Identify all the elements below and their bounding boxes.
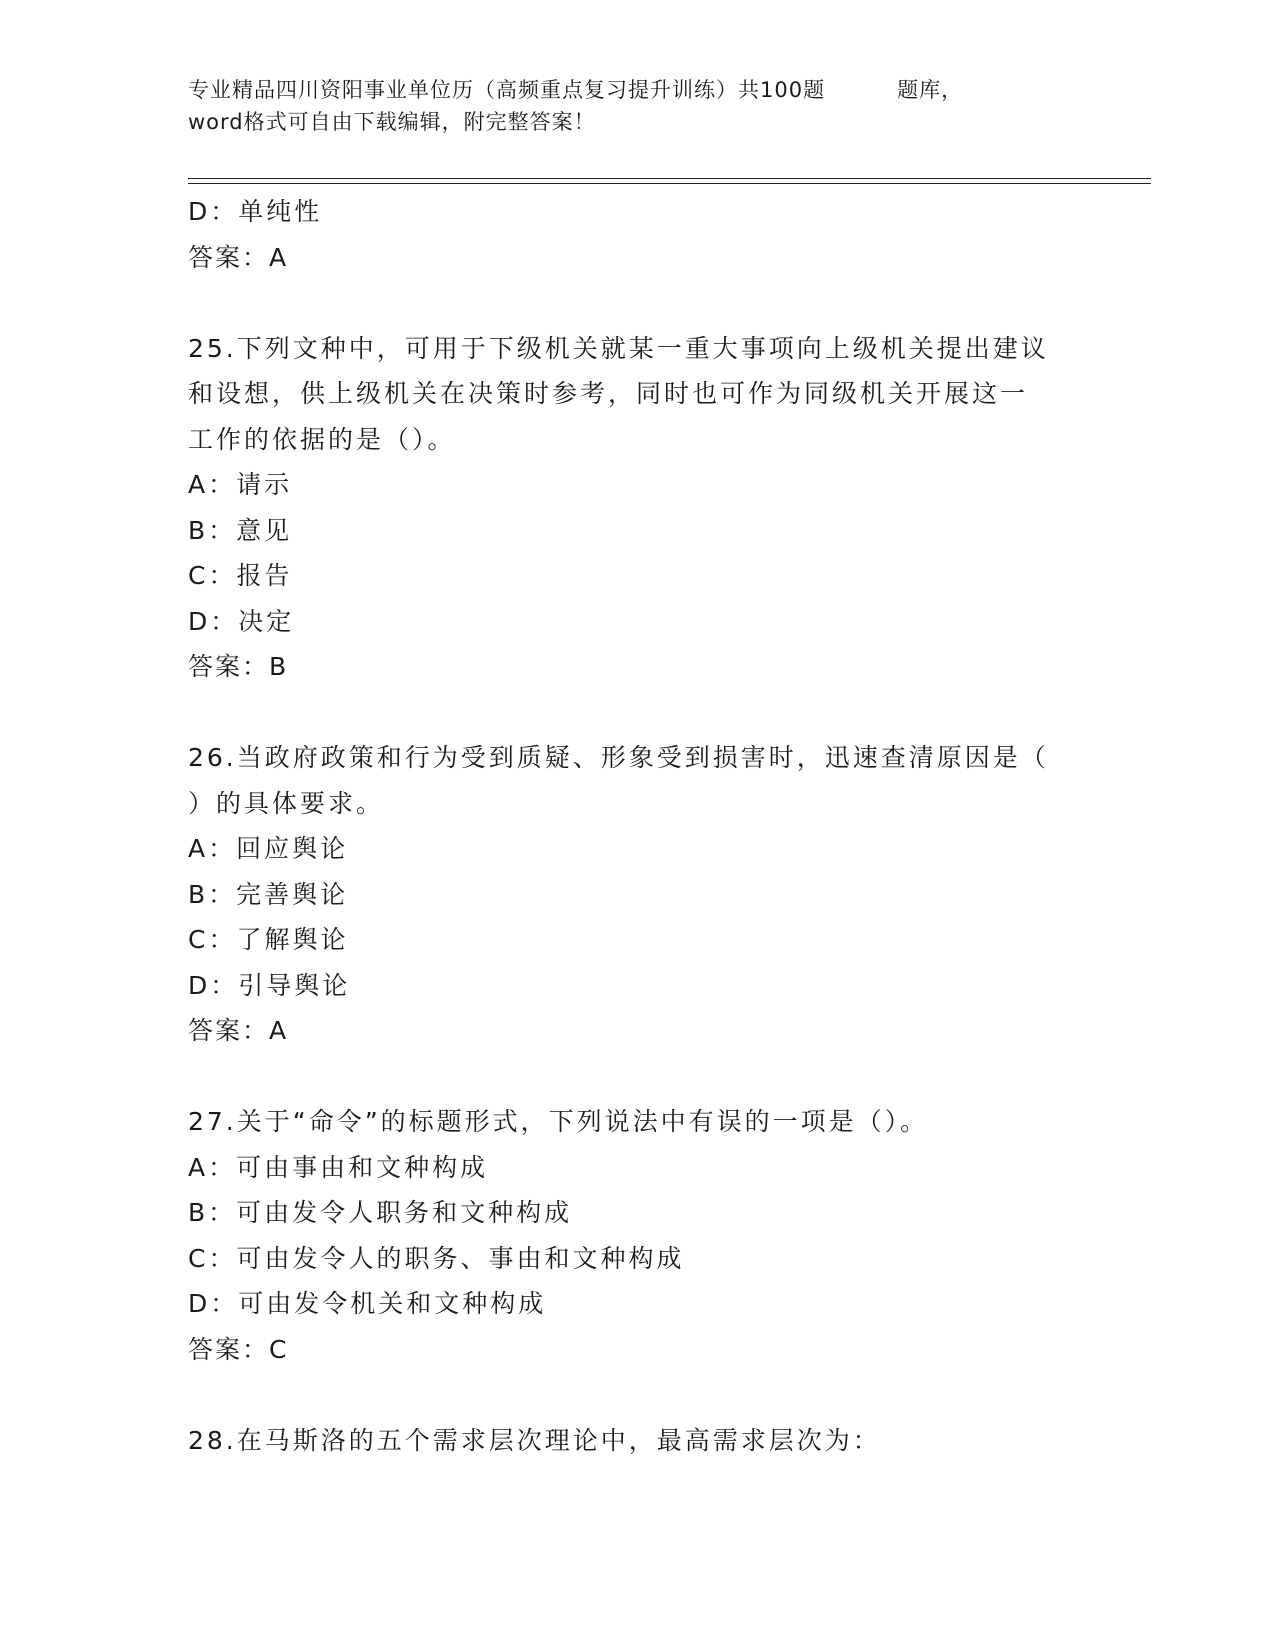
option-a: A：回应舆论 [188, 834, 349, 863]
question-stem: 工作的依据的是（）。 [188, 424, 456, 454]
question-list [188, 189, 1088, 1463]
header-title-suffix: 题库， [897, 78, 964, 102]
header-title: 专业精品四川资阳事业单位历（高频重点复习提升训练）共100题 [188, 78, 826, 102]
option-a: A：可由事由和文种构成 [188, 1152, 489, 1182]
spacer [188, 690, 1088, 736]
question-stem: 25.下列文种中，可用于下级机关就某一重大事项向上级机关提出建议 [188, 333, 1049, 363]
question-stem: 27.关于“命令”的标题形式，下列说法中有误的一项是（）。 [188, 1107, 929, 1136]
option-b: B：完善舆论 [188, 879, 349, 909]
option-a: A：请示 [188, 470, 293, 499]
answer-line: 答案：A [188, 1016, 289, 1045]
option-c: C：可由发令人的职务、事由和文种构成 [188, 1243, 685, 1273]
option-d: D：决定 [188, 606, 295, 636]
option-d: D：单纯性 [188, 197, 323, 226]
option-c: C：了解舆论 [188, 925, 349, 954]
question-stem: 26.当政府政策和行为受到质疑、形象受到损害时，迅速查清原因是（ [188, 743, 1049, 772]
option-b: B：可由发令人职务和文种构成 [188, 1198, 573, 1227]
header-divider-bottom [188, 183, 1151, 184]
question-26 [188, 735, 1088, 1054]
spacer [188, 1372, 1088, 1418]
question-stem: ）的具体要求。 [188, 788, 385, 818]
question-stem: 和设想，供上级机关在决策时参考，同时也可作为同级机关开展这一 [188, 379, 1029, 408]
document-header [188, 74, 1068, 138]
header-divider-top [188, 178, 1151, 179]
option-c: C：报告 [188, 561, 293, 590]
spacer [188, 280, 1088, 326]
question-27 [188, 1099, 1088, 1372]
spacer [188, 1054, 1088, 1100]
answer-line: 答案：A [188, 242, 289, 272]
question-25 [188, 326, 1088, 690]
question-stem: 28.在马斯洛的五个需求层次理论中，最高需求层次为： [188, 1425, 881, 1455]
header-line-1 [188, 74, 1068, 106]
option-b: B：意见 [188, 515, 293, 545]
answer-line: 答案：B [188, 652, 289, 681]
option-d: D：引导舆论 [188, 970, 351, 1000]
option-d: D：可由发令机关和文种构成 [188, 1289, 547, 1318]
answer-line: 答案：C [188, 1334, 289, 1364]
question-28 [188, 1418, 1088, 1464]
header-line-2: word格式可自由下载编辑，附完整答案！ [188, 110, 596, 134]
